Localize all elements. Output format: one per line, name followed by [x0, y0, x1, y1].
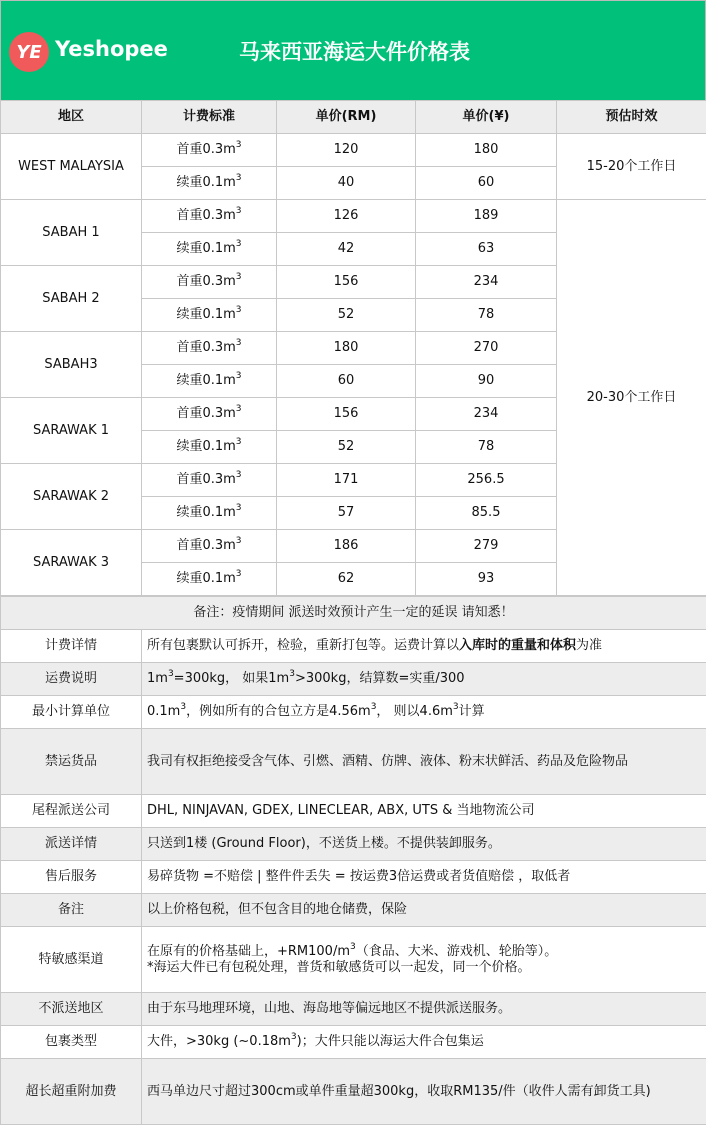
note-content [142, 1059, 706, 1125]
unit-superscript: 3 [236, 470, 242, 480]
region-name: SABAH3 [1, 332, 142, 398]
note-text: 计算 [459, 704, 485, 719]
region-name: SARAWAK 2 [1, 464, 142, 530]
price-rm: 40 [277, 167, 416, 200]
billing-standard [142, 233, 277, 266]
note-text: 所有包裹默认可拆开，检验，重新打包等。运费计算以 [147, 638, 459, 653]
billing-standard [142, 530, 277, 563]
unit-superscript: 3 [236, 437, 242, 447]
price-cny: 234 [416, 398, 557, 431]
billing-standard [142, 563, 277, 596]
superscript: 3 [289, 669, 295, 679]
note-content [142, 795, 706, 828]
note-label: 尾程派送公司 [1, 795, 142, 828]
note-content [142, 630, 706, 663]
price-rm: 52 [277, 431, 416, 464]
price-cny: 60 [416, 167, 557, 200]
standard-text: 续重0.1m [176, 439, 235, 454]
note-text: 0.1m [147, 704, 180, 719]
price-cny: 63 [416, 233, 557, 266]
price-cny: 270 [416, 332, 557, 365]
billing-standard [142, 200, 277, 233]
price-cny: 93 [416, 563, 557, 596]
note-label: 最小计算单位 [1, 696, 142, 729]
superscript: 3 [453, 702, 459, 712]
note-content [142, 927, 706, 993]
standard-text: 续重0.1m [176, 175, 235, 190]
billing-standard [142, 134, 277, 167]
standard-text: 续重0.1m [176, 505, 235, 520]
note-text: ， 则以4.6m [376, 704, 452, 719]
unit-superscript: 3 [236, 503, 242, 513]
superscript: 3 [350, 942, 356, 952]
price-rm: 60 [277, 365, 416, 398]
billing-standard [142, 431, 277, 464]
unit-superscript: 3 [236, 173, 242, 183]
note-label: 包裹类型 [1, 1026, 142, 1059]
unit-superscript: 3 [236, 536, 242, 546]
note-text: 入库时的重量和体积 [459, 638, 576, 653]
eta-west: 15-20个工作日 [557, 134, 706, 200]
note-row [1, 630, 706, 663]
billing-standard [142, 464, 277, 497]
note-row [1, 729, 706, 795]
header-banner [0, 0, 706, 100]
note-row [1, 993, 706, 1026]
note-text: *海运大件已有包税处理，普货和敏感货可以一起发，同一个价格。 [147, 960, 531, 975]
note-label: 售后服务 [1, 861, 142, 894]
region-name: SARAWAK 3 [1, 530, 142, 596]
price-cny: 234 [416, 266, 557, 299]
price-rm: 186 [277, 530, 416, 563]
unit-superscript: 3 [236, 272, 242, 282]
standard-text: 首重0.3m [176, 208, 235, 223]
note-text: 易碎货物 =不赔偿 | 整件件丢失 = 按运费3倍运费或者货值赔偿 ，取低者 [147, 869, 570, 884]
brand-name: Yeshopee [55, 37, 168, 61]
price-rm: 57 [277, 497, 416, 530]
note-label: 超长超重附加费 [1, 1059, 142, 1125]
note-row [1, 861, 706, 894]
billing-standard [142, 365, 277, 398]
region-name: WEST MALAYSIA [1, 134, 142, 200]
note-label: 派送详情 [1, 828, 142, 861]
note-text: 只送到1楼 (Ground Floor)，不送货上楼。不提供装卸服务。 [147, 836, 501, 851]
note-label: 计费详情 [1, 630, 142, 663]
price-rm: 52 [277, 299, 416, 332]
price-table [0, 100, 706, 596]
note-text: =300kg， 如果1m [174, 671, 290, 686]
unit-superscript: 3 [236, 239, 242, 249]
price-rm: 126 [277, 200, 416, 233]
price-rm: 156 [277, 398, 416, 431]
unit-superscript: 3 [236, 206, 242, 216]
note-text: )；大件只能以海运大件合包集运 [297, 1034, 484, 1049]
notice-text: 备注：疫情期间 派送时效预计产生一定的延误 请知悉！ [1, 597, 706, 630]
note-text: （食品、大米、游戏机、轮胎等）。 [356, 944, 558, 959]
note-text: 大件，>30kg (~0.18m [147, 1034, 291, 1049]
note-content [142, 993, 706, 1026]
note-label: 不派送地区 [1, 993, 142, 1026]
price-cny: 189 [416, 200, 557, 233]
standard-text: 首重0.3m [176, 406, 235, 421]
note-row [1, 795, 706, 828]
standard-text: 续重0.1m [176, 307, 235, 322]
note-text: 以上价格包税，但不包含目的地仓储费，保险 [147, 902, 407, 917]
price-rm: 156 [277, 266, 416, 299]
unit-superscript: 3 [236, 305, 242, 315]
unit-superscript: 3 [236, 371, 242, 381]
standard-text: 首重0.3m [176, 538, 235, 553]
superscript: 3 [168, 669, 174, 679]
standard-text: 首重0.3m [176, 142, 235, 157]
col-header-price-cny: 单价(¥) [416, 101, 557, 134]
superscript: 3 [371, 702, 377, 712]
note-text: 我司有权拒绝接受含气体、引燃、酒精、仿牌、液体、粉末状鲜活、药品及危险物品 [147, 754, 628, 769]
note-text: 由于东马地理环境，山地、海岛地等偏远地区不提供派送服务。 [147, 1001, 511, 1016]
note-text: 西马单边尺寸超过300cm或单件重量超300kg，收取RM135/件（收件人需有卸货工具) [147, 1084, 651, 1099]
col-header-region: 地区 [1, 101, 142, 134]
col-header-standard: 计费标准 [142, 101, 277, 134]
col-header-eta: 预估时效 [557, 101, 706, 134]
price-rm: 120 [277, 134, 416, 167]
note-content [142, 729, 706, 795]
standard-text: 续重0.1m [176, 241, 235, 256]
note-content [142, 1026, 706, 1059]
note-label: 禁运货品 [1, 729, 142, 795]
note-text: 为准 [576, 638, 602, 653]
page-title: 马来西亚海运大件价格表 [239, 36, 470, 66]
price-cny: 90 [416, 365, 557, 398]
note-text: >300kg，结算数=实重/300 [295, 671, 465, 686]
note-row [1, 927, 706, 993]
superscript: 3 [291, 1032, 297, 1042]
price-cny: 180 [416, 134, 557, 167]
note-content [142, 696, 706, 729]
standard-text: 首重0.3m [176, 340, 235, 355]
billing-standard [142, 299, 277, 332]
col-header-price-rm: 单价(RM) [277, 101, 416, 134]
note-row [1, 696, 706, 729]
note-content [142, 894, 706, 927]
billing-standard [142, 398, 277, 431]
note-text: 1m [147, 671, 168, 686]
eta-east: 20-30个工作日 [557, 200, 706, 596]
price-cny: 85.5 [416, 497, 557, 530]
table-header-row [1, 101, 706, 134]
note-text: 在原有的价格基础上，+RM100/m [147, 944, 350, 959]
region-name: SABAH 2 [1, 266, 142, 332]
note-label: 备注 [1, 894, 142, 927]
yeshopee-logo-icon: YE [9, 32, 49, 72]
price-cny: 78 [416, 431, 557, 464]
standard-text: 首重0.3m [176, 472, 235, 487]
note-content [142, 663, 706, 696]
unit-superscript: 3 [236, 140, 242, 150]
note-text: DHL, NINJAVAN, GDEX, LINECLEAR, ABX, UTS & 当地物流公司 [147, 803, 535, 818]
note-text: ，例如所有的合包立方是4.56m [186, 704, 371, 719]
table-row [1, 200, 706, 233]
note-row [1, 894, 706, 927]
note-content [142, 828, 706, 861]
billing-standard [142, 167, 277, 200]
price-rm: 62 [277, 563, 416, 596]
note-row [1, 663, 706, 696]
table-row [1, 134, 706, 167]
note-label: 特敏感渠道 [1, 927, 142, 993]
billing-standard [142, 332, 277, 365]
billing-standard [142, 266, 277, 299]
standard-text: 首重0.3m [176, 274, 235, 289]
notes-table [0, 596, 706, 1125]
note-content [142, 861, 706, 894]
note-row [1, 828, 706, 861]
unit-superscript: 3 [236, 338, 242, 348]
billing-standard [142, 497, 277, 530]
region-name: SABAH 1 [1, 200, 142, 266]
price-cny: 78 [416, 299, 557, 332]
standard-text: 续重0.1m [176, 571, 235, 586]
price-rm: 171 [277, 464, 416, 497]
superscript: 3 [180, 702, 186, 712]
price-cny: 256.5 [416, 464, 557, 497]
region-name: SARAWAK 1 [1, 398, 142, 464]
price-rm: 180 [277, 332, 416, 365]
unit-superscript: 3 [236, 404, 242, 414]
note-row [1, 1059, 706, 1125]
unit-superscript: 3 [236, 569, 242, 579]
price-cny: 279 [416, 530, 557, 563]
price-rm: 42 [277, 233, 416, 266]
note-label: 运费说明 [1, 663, 142, 696]
note-row [1, 1026, 706, 1059]
standard-text: 续重0.1m [176, 373, 235, 388]
